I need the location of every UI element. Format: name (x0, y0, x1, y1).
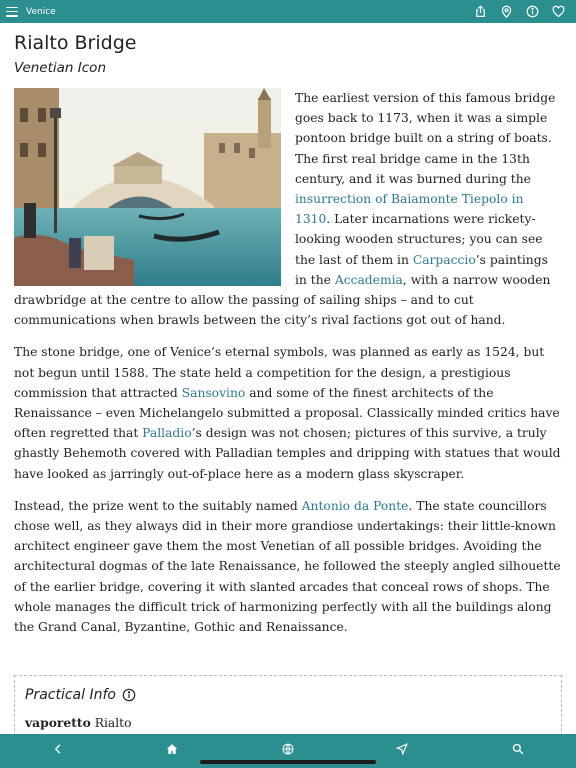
heart-icon[interactable] (550, 3, 566, 19)
navigate-icon[interactable] (390, 739, 414, 759)
search-icon[interactable] (506, 739, 530, 759)
vaporetto-value: Rialto (94, 716, 132, 730)
p2-text-2: and some of the finest architects of the Renaissance – even Michelangelo submitted a proposal. Classically minded critics have often regretted that (14, 385, 560, 441)
app-title: Venice (26, 6, 56, 17)
globe-icon[interactable] (276, 739, 300, 759)
p3-text-1: Instead, the prize went to the suitably named (14, 498, 302, 513)
p2-text-1: The stone bridge, one of Venice’s eternal symbols, was planned as early as 1524, but not begun until 1588. The state held a competition for the design, a prestigious commission that attracted (14, 345, 545, 400)
info-icon[interactable] (122, 688, 136, 702)
link-sansovino[interactable]: Sansovino (181, 385, 246, 400)
page-title: Rialto Bridge (14, 32, 137, 54)
practical-info-heading-row (25, 687, 561, 703)
back-icon[interactable] (46, 739, 70, 759)
p2-text-3: ’s design was not chosen; pictures of this survive, a truly ghastly Behemoth covered with Palladian temples and dripping with statues that would have looked as jarringly out-of-place here as a modern glass skyscraper. (14, 426, 561, 481)
article (14, 30, 562, 649)
practical-info-heading: Practical Info (25, 687, 116, 703)
share-icon[interactable] (472, 3, 488, 19)
home-icon[interactable] (160, 739, 184, 759)
location-pin-icon[interactable] (498, 3, 514, 19)
vaporetto-row (25, 715, 561, 730)
link-baiamonte-tiepolo[interactable]: insurrection of Baiamonte Tiepolo in 1310 (295, 192, 524, 227)
p1-text-1: The earliest version of this famous bridge goes back to 1173, when it was a simple pontoon bridge built on a string of boats. The first real bridge came in the 13th century, and it was burned during the (295, 91, 556, 186)
menu-icon[interactable] (6, 7, 18, 17)
bottom-nav (0, 734, 576, 768)
p1-text-2: . Later incarnations were rickety-looking wooden structures; you can see the last of them in (295, 212, 543, 267)
link-carpaccio[interactable]: Carpaccio (412, 252, 476, 267)
page-subtitle: Venetian Icon (14, 60, 106, 76)
home-indicator (200, 760, 376, 764)
p1-text-3: ’s paintings in the (295, 252, 548, 287)
p3-text-2: . The state councillors chose well, as they always did in their more grandiose undertakings: their little-known architect engineer gave them the most Venetian of all possible bridges. Avoiding the architectural dogmas of the late Renaissance, he followed the steeply angled silhouette of the earlier bridge, covering it with slanted arcades that conceal rows of shops. The whole manages the difficult trick of harmonizing perfectly with all the buildings along the Grand Canal, Byzantine, Gothic and Renaissance. (14, 498, 561, 635)
paragraph-competition (14, 342, 562, 483)
top-bar (0, 0, 576, 23)
p1-text-4: , with a narrow wooden drawbridge at the centre to allow the passing of sailing ships – and to cut communications when brawls between the city’s rival factions got out of hand. (14, 272, 551, 328)
link-antonio-da-ponte[interactable]: Antonio da Ponte (301, 498, 409, 513)
top-actions (472, 3, 566, 19)
vaporetto-label: vaporetto (25, 715, 91, 730)
rialto-bridge-photo[interactable] (14, 88, 281, 286)
link-accademia[interactable]: Accademia (334, 272, 403, 287)
info-icon[interactable] (524, 3, 540, 19)
paragraph-da-ponte (14, 496, 562, 637)
link-palladio[interactable]: Palladio (142, 426, 192, 441)
